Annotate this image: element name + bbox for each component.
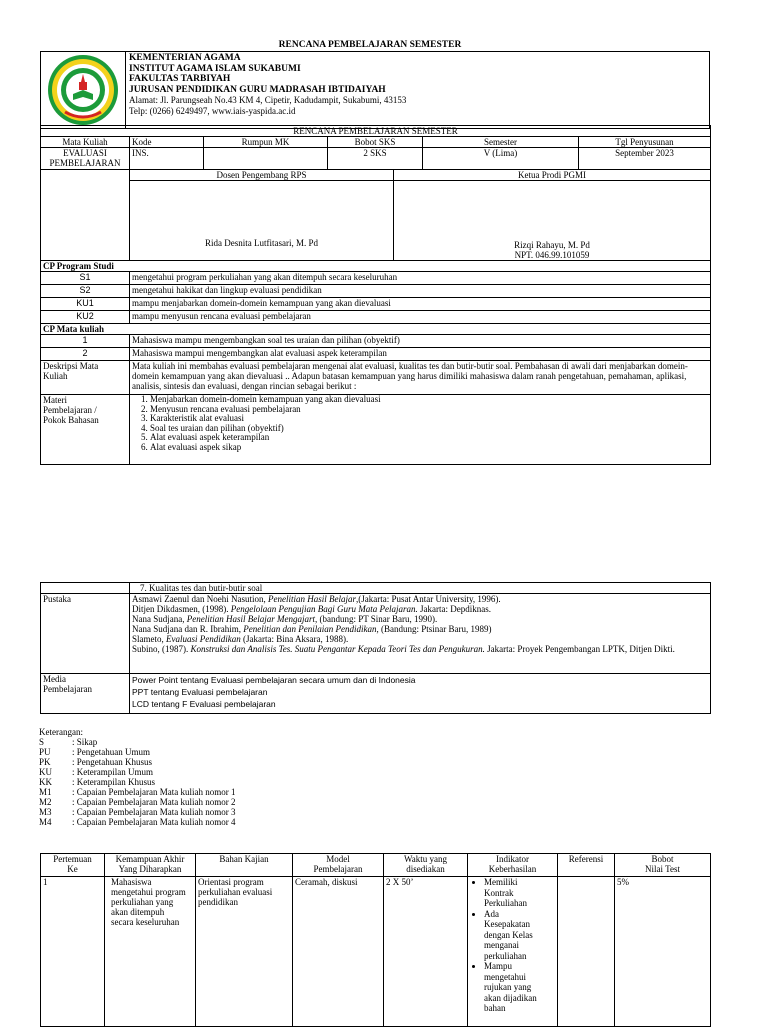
cp-prodi-code: KU2	[41, 311, 130, 324]
department-name: JURUSAN PENDIDIKAN GURU MADRASAH IBTIDAIYAH	[129, 84, 386, 95]
schedule-row-bobot: 5%	[615, 877, 711, 1027]
course-rumpun	[204, 148, 328, 170]
media-list	[130, 674, 711, 714]
faculty-name: FAKULTAS TARBIYAH	[129, 74, 231, 84]
signature-label-empty	[41, 170, 130, 261]
pustaka-ref: Ditjen Dikdasmen, (1998). Pengelolaan Pengujian Bagi Guru Mata Pelajaran. Jakarta: Depdiknas.	[132, 604, 491, 614]
materi-item: 5. Alat evaluasi aspek keterampilan	[150, 433, 708, 443]
schedule-row-model: Ceramah, diskusi	[293, 877, 384, 1027]
col-mata-kuliah: Mata Kuliah	[41, 137, 130, 148]
institute-name: INSTITUT AGAMA ISLAM SUKABUMI	[129, 63, 301, 74]
cp-mk-title: CP Mata kuliah	[41, 324, 711, 335]
schedule-header: Indikator Keberhasilan	[468, 854, 558, 877]
cp-prodi-code: KU1	[41, 298, 130, 311]
cp-mk-text: Mahasiswa mampu mengembangkan soal tes uraian dan pilihan (obyektif)	[130, 335, 711, 348]
schedule-header: Kemampuan Akhir Yang Diharapkan	[105, 854, 196, 877]
cp-prodi-code: S2	[41, 285, 130, 298]
cp-prodi-text: mampu menyusun rencana evaluasi pembelajaran	[130, 311, 711, 324]
media-label: Media Pembelajaran	[41, 674, 130, 714]
keterangan-title: Keterangan:	[39, 727, 83, 737]
keterangan-item: M1 : Capaian Pembelajaran Mata kuliah nomor 1	[39, 787, 236, 797]
schedule-row-bahan: Orientasi program perkuliahan evaluasi pendidikan	[196, 877, 293, 1027]
description-label: Deskripsi Mata Kuliah	[41, 361, 130, 395]
pustaka-ref: Nana Sudjana dan R. Ibrahim, Penelitian dan Penilaian Pendidikan, (Bandung: Ptsinar Baru, 1989)	[132, 624, 492, 634]
institution-phone: Telp: (0266) 6249497, www.iais-yaspida.ac.id	[129, 105, 296, 116]
course-date: September 2023	[579, 148, 711, 170]
keterangan-item: KU : Keterampilan Umum	[39, 767, 153, 777]
cp-prodi-text: mengetahui hakikat dan lingkup evaluasi pendidikan	[130, 285, 711, 298]
developer-name: Rida Desnita Lutfitasari, M. Pd	[205, 238, 318, 248]
course-code: INS.	[130, 148, 204, 170]
cp-mk-text: Mahasiswa mampui mengembangkan alat evaluasi aspek keterampilan	[130, 348, 711, 361]
logo-cell	[41, 52, 126, 129]
materi-item: 3. Karakteristik alat evaluasi	[150, 414, 708, 424]
materi-list-cell	[130, 395, 711, 465]
cp-prodi-text: mampu menjabarkan domein-domein kemampuan yang akan dievaluasi	[130, 298, 711, 311]
schedule-header: Model Pembelajaran	[293, 854, 384, 877]
head-signature	[394, 181, 711, 261]
schedule-row-indikator	[468, 877, 558, 1027]
keterangan-legend	[39, 727, 235, 827]
indikator-item: • Mampu mengetahui rujukan yang akan dijadikan bahan	[484, 961, 545, 1014]
schedule-row-kemampuan: Mahasiswa mengetahui program perkuliahan yang akan ditempuh secara keseluruhan	[105, 877, 196, 1027]
materi-list	[132, 395, 708, 452]
head-npt: NPT. 046.99.101059	[514, 250, 590, 260]
keterangan-item: M4 : Capaian Pembelajaran Mata kuliah nomor 4	[39, 817, 236, 827]
keterangan-item: M2 : Capaian Pembelajaran Mata kuliah nomor 2	[39, 797, 236, 807]
rps-label: RENCANA PEMBELAJARAN SEMESTER	[41, 126, 711, 137]
developer-signature	[130, 181, 394, 261]
developer-label: Dosen Pengembang RPS	[130, 170, 394, 181]
schedule-header: Bobot Nilai Test	[615, 854, 711, 877]
pustaka-ref: Asmawi Zaenul dan Noehi Nasution, Penelitian Hasil Belajar,(Jakarta: Pusat Antar University, 1996).	[132, 594, 501, 604]
schedule-table	[40, 853, 711, 1027]
keterangan-item: KK : Keterampilan Khusus	[39, 777, 155, 787]
course-name: EVALUASI PEMBELAJARAN	[41, 148, 130, 170]
col-tgl: Tgl Penyusunan	[579, 137, 711, 148]
keterangan-item: PK : Pengetahuan Khusus	[39, 757, 152, 767]
media-item: Power Point tentang Evaluasi pembelajaran secara umum dan di Indonesia	[132, 675, 416, 685]
media-item: LCD tentang F Evaluasi pembelajaran	[132, 699, 276, 709]
keterangan-item: M3 : Capaian Pembelajaran Mata kuliah nomor 3	[39, 807, 236, 817]
pustaka-list	[130, 594, 711, 674]
materi-item: 6. Alat evaluasi aspek sikap	[150, 443, 708, 453]
materi-item: 4. Soal tes uraian dan pilihan (obyektif)	[150, 424, 708, 434]
cp-prodi-code: S1	[41, 272, 130, 285]
indikator-list	[470, 877, 545, 1014]
materi-item-7: 7. Kualitas tes dan butir-butir soal	[130, 583, 711, 594]
keterangan-item: S : Sikap	[39, 737, 98, 747]
schedule-header: Referensi	[558, 854, 615, 877]
course-semester: V (Lima)	[423, 148, 579, 170]
cp-prodi-text: mengetahui program perkuliahan yang akan ditempuh secara keseluruhan	[130, 272, 711, 285]
schedule-header: Bahan Kajian	[196, 854, 293, 877]
institution-address: Alamat: Jl. Parungseah No.43 KM 4, Cipetir, Kadudampit, Sukabumi, 43153	[129, 95, 407, 105]
schedule-row-referensi	[558, 877, 615, 1027]
col-bobot: Bobot SKS	[328, 137, 423, 148]
indikator-item: • Ada Kesepakatan dengan Kelas menganai perkuliahan	[484, 909, 545, 962]
keterangan-item: PU : Pengetahuan Umum	[39, 747, 150, 757]
materi-continued-label	[41, 583, 130, 594]
head-name: Rizqi Rahayu, M. Pd	[514, 240, 590, 250]
schedule-header: Pertemuan Ke	[41, 854, 105, 877]
course-sks: 2 SKS	[328, 148, 423, 170]
schedule-row-waktu: 2 X 50’	[384, 877, 468, 1027]
ministry-name: KEMENTERIAN AGAMA	[129, 53, 241, 63]
institution-header	[40, 51, 710, 129]
col-rumpun: Rumpun MK	[204, 137, 328, 148]
media-item: PPT tentang Evaluasi pembelajaran	[132, 687, 268, 697]
col-kode: Kode	[130, 137, 204, 148]
head-label: Ketua Prodi PGMI	[394, 170, 711, 181]
document-title: RENCANA PEMBELAJARAN SEMESTER	[278, 40, 462, 50]
rps-main-table	[40, 125, 711, 465]
pustaka-ref: Subino, (1987). Konstruksi dan Analisis Tes. Suatu Pengantar Kepada Teori Tes dan Pengukuran. Jakarta: Proyek Pengembangan LPTK, Ditjen Dikti.	[132, 644, 675, 654]
schedule-header: Waktu yang disediakan	[384, 854, 468, 877]
col-semester: Semester	[423, 137, 579, 148]
schedule-row-no: 1	[41, 877, 105, 1027]
materi-item: 2. Menyusun rencana evaluasi pembelajaran	[150, 405, 708, 415]
pustaka-ref: Nana Sudjana, Penelitian Hasil Belajar Mengajart, (bandung: PT Sinar Baru, 1990).	[132, 614, 438, 624]
pustaka-ref: Slameto, Evaluasi Pendidikan (Jakarta: Bina Aksara, 1988).	[132, 634, 349, 644]
institute-logo-icon	[41, 52, 125, 126]
cp-mk-code: 2	[41, 348, 130, 361]
materi-label: Materi Pembelajaran / Pokok Bahasan	[41, 395, 130, 465]
indikator-item: • Memiliki Kontrak Perkuliahan	[484, 877, 545, 909]
description-text: Mata kuliah ini membahas evaluasi pembelajaran mengenai alat evaluasi, kualitas tes dan butir-butir soal. Pembahasan di awali dari menjabarkan domein-domein kemampuan yang akan dievaluasi .. Adapun batasan kemampuan yang harus dimiliki mahasiswa dalam ranah pengetahuan, pemahaman, aplikasi, analisis, sintesis dan evaluasi, dengan rincian sebagai berikut :	[130, 361, 711, 395]
pustaka-label: Pustaka	[41, 594, 130, 674]
cp-mk-code: 1	[41, 335, 130, 348]
cp-prodi-title: CP Program Studi	[41, 261, 711, 272]
materi-item: 1. Menjabarkan domein-domein kemampuan yang akan dievaluasi	[150, 395, 708, 405]
rps-continuation-table	[40, 582, 711, 714]
